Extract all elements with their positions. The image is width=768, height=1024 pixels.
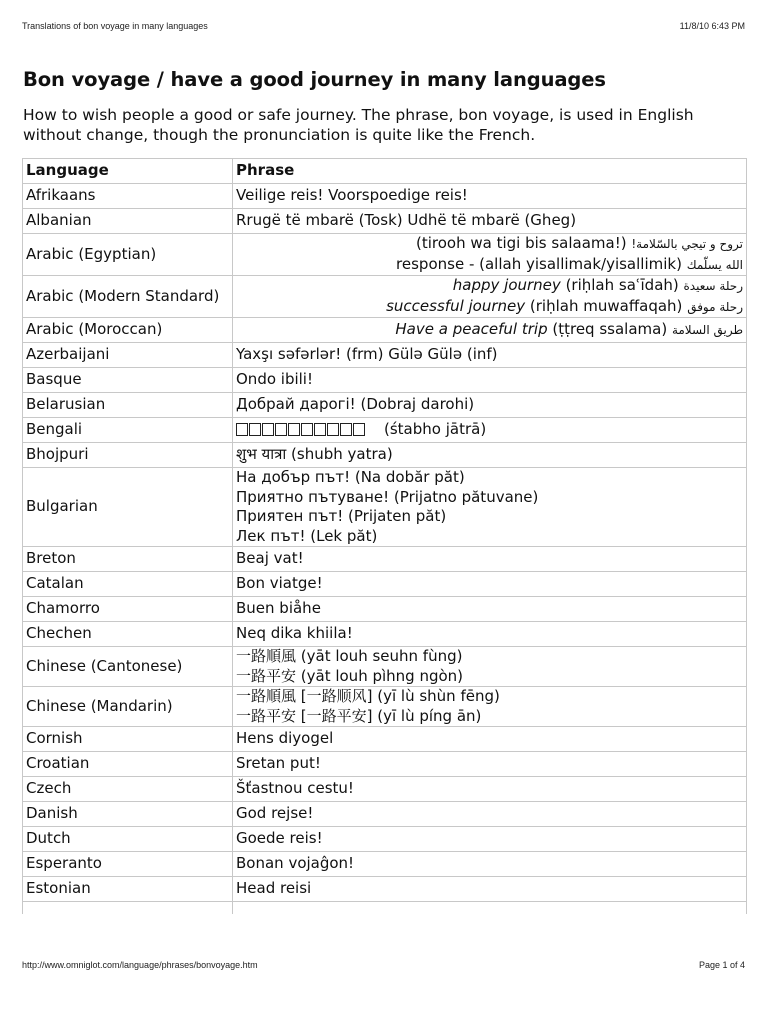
missing-glyph-icon (275, 423, 287, 436)
phrase-cell (233, 827, 747, 852)
missing-glyph-icon (288, 423, 300, 436)
phrase-line: God rejse! (236, 804, 314, 823)
page-header-title: Translations of bon voyage in many languages (22, 21, 208, 31)
page-header-timestamp: 11/8/10 6:43 PM (679, 21, 745, 31)
column-header-phrase: Phrase (233, 159, 747, 184)
phrase-cell (233, 443, 747, 468)
intro-paragraph: How to wish people a good or safe journey. The phrase, bon voyage, is used in English without change, though the pronunciation is quite like the French. (23, 106, 694, 144)
table-row (23, 418, 747, 443)
missing-glyph-icon (327, 423, 339, 436)
phrase-cell (233, 802, 747, 827)
language-cell: Croatian (23, 752, 233, 777)
phrase-line: Buen biåhe (236, 599, 321, 618)
phrase-line: Sretan put! (236, 754, 321, 773)
table-row (23, 597, 747, 622)
phrase-line (236, 255, 743, 276)
phrase-cell (233, 547, 747, 572)
page-title: Bon voyage / have a good journey in many languages (23, 68, 606, 91)
phrase-cell (233, 209, 747, 234)
phrase-transliteration: (śtabho jātrā) (384, 420, 487, 439)
column-header-language: Language (23, 159, 233, 184)
phrase-line (236, 234, 743, 255)
phrase-line: Добрай дарогі! (Dobraj darohi) (236, 395, 475, 414)
language-cell (23, 902, 233, 915)
phrase-line: Bonan vojaĝon! (236, 854, 355, 873)
phrase-line (236, 320, 743, 341)
language-cell: Czech (23, 777, 233, 802)
phrase-cell (233, 393, 747, 418)
language-cell: Esperanto (23, 852, 233, 877)
language-cell: Chamorro (23, 597, 233, 622)
phrase-cell (233, 852, 747, 877)
phrase-cell (233, 777, 747, 802)
phrase-line: 一路順風 (yāt louh seuhn fùng) (236, 647, 463, 665)
table-row (23, 622, 747, 647)
phrase-cell (233, 418, 747, 443)
table-row (23, 343, 747, 368)
language-cell: Bengali (23, 418, 233, 443)
language-cell: Azerbaijani (23, 343, 233, 368)
phrase-line: Head reisi (236, 879, 312, 898)
phrase-cell (233, 622, 747, 647)
phrase-line (236, 297, 743, 318)
language-cell: Basque (23, 368, 233, 393)
phrase-line: Приятен път! (Prijaten păt) (236, 507, 447, 525)
table-row-continued (23, 902, 747, 915)
arabic-script: رحلة سعيدة (683, 279, 743, 293)
language-cell: Breton (23, 547, 233, 572)
english-gloss: happy journey (452, 276, 561, 294)
table-row (23, 727, 747, 752)
language-cell: Afrikaans (23, 184, 233, 209)
phrase-cell (233, 276, 747, 318)
language-cell: Bulgarian (23, 468, 233, 547)
phrase-line: Rrugë të mbarë (Tosk) Udhë të mbarë (Gheg) (236, 211, 577, 230)
phrase-cell (233, 184, 747, 209)
table-row (23, 368, 747, 393)
table-row (23, 393, 747, 418)
language-cell: Chinese (Cantonese) (23, 647, 233, 687)
phrase-line: Hens diyogel (236, 729, 334, 748)
missing-glyph-icon (236, 423, 248, 436)
language-cell: Estonian (23, 877, 233, 902)
table-row (23, 802, 747, 827)
phrase-line: Šťastnou cestu! (236, 779, 354, 798)
language-cell: Chinese (Mandarin) (23, 687, 233, 727)
missing-glyph-icon (314, 423, 326, 436)
table-header-row (23, 159, 747, 184)
phrase-line: Ondo ibili! (236, 370, 313, 389)
phrase-line: Beaj vat! (236, 549, 304, 568)
missing-glyph-icon (249, 423, 261, 436)
phrase-line: Neq dika khiila! (236, 624, 353, 643)
table-row (23, 687, 747, 727)
phrase-cell (233, 752, 747, 777)
phrase-line: Goede reis! (236, 829, 323, 848)
language-cell: Dutch (23, 827, 233, 852)
transliteration: (ṭṭreq ssalama) (547, 319, 672, 338)
page-footer-pagenum: Page 1 of 4 (698, 960, 745, 970)
table-row (23, 209, 747, 234)
language-cell: Danish (23, 802, 233, 827)
missing-glyph-icon (353, 423, 365, 436)
phrase-line: Yaxşı səfərlər! (frm) Gülə Gülə (inf) (236, 345, 498, 364)
phrase-cell (233, 647, 747, 687)
phrase-line: Veilige reis! Voorspoedige reis! (236, 186, 468, 205)
phrase-cell (233, 368, 747, 393)
arabic-script: !تروح و تيجي بالسّلامة (631, 237, 743, 251)
language-cell: Arabic (Egyptian) (23, 234, 233, 276)
arabic-script: رحلة موفق (687, 299, 743, 314)
arabic-script: الله يسلّمك (686, 257, 743, 272)
phrases-table (22, 158, 747, 914)
table-row (23, 318, 747, 343)
table-row (23, 443, 747, 468)
table-row (23, 777, 747, 802)
transliteration: response - (allah yisallimak/yisallimik) (396, 254, 687, 273)
language-cell: Belarusian (23, 393, 233, 418)
transliteration: (riḥlah muwaffaqah) (525, 296, 688, 315)
phrase-line: 一路平安 [一路平安] (yī lù píng ān) (236, 706, 482, 725)
transliteration: (tirooh wa tigi bis salaama!) (415, 234, 632, 252)
language-cell: Bhojpuri (23, 443, 233, 468)
phrase-line: На добър път! (Na dobăr păt) (236, 468, 465, 486)
table-row (23, 827, 747, 852)
phrase-line: Лек път! (Lek păt) (236, 526, 378, 545)
language-cell: Arabic (Modern Standard) (23, 276, 233, 318)
phrase-line: Bon viatge! (236, 574, 323, 593)
phrase-line: शुभ यात्रा (shubh yatra) (236, 445, 393, 464)
missing-glyph-icon (301, 423, 313, 436)
language-cell: Chechen (23, 622, 233, 647)
page-footer-url: http://www.omniglot.com/language/phrases/bonvoyage.htm (22, 960, 258, 970)
table-row (23, 752, 747, 777)
phrase-line: 一路平安 (yāt louh pìhng ngòn) (236, 666, 464, 685)
table-row (23, 276, 747, 318)
language-cell: Cornish (23, 727, 233, 752)
phrase-cell (233, 572, 747, 597)
phrase-cell (233, 687, 747, 727)
phrase-cell (233, 318, 747, 343)
language-cell: Arabic (Moroccan) (23, 318, 233, 343)
table-row (23, 852, 747, 877)
phrase-cell (233, 343, 747, 368)
arabic-script: طريق السلامة (671, 322, 743, 337)
phrase-line (236, 276, 743, 297)
language-cell: Catalan (23, 572, 233, 597)
missing-glyph-icon (262, 423, 274, 436)
phrase-line (236, 420, 743, 440)
phrase-cell (233, 597, 747, 622)
table-row (23, 184, 747, 209)
phrase-cell (233, 727, 747, 752)
phrase-cell (233, 234, 747, 276)
english-gloss: successful journey (386, 296, 526, 315)
phrase-cell (233, 468, 747, 547)
table-row (23, 572, 747, 597)
phrase-line: 一路順風 [一路顺风] (yī lù shùn fēng) (236, 687, 500, 705)
language-cell: Albanian (23, 209, 233, 234)
phrase-cell (233, 902, 747, 915)
table-row (23, 547, 747, 572)
table-row (23, 877, 747, 902)
table-row (23, 468, 747, 547)
table-row (23, 647, 747, 687)
missing-glyph-icon (340, 423, 352, 436)
english-gloss: Have a peaceful trip (395, 319, 548, 338)
table-row (23, 234, 747, 276)
transliteration: (riḥlah saʿīdah) (560, 276, 684, 294)
phrase-line: Приятно пътуване! (Prijatno pătuvane) (236, 487, 539, 506)
phrase-cell (233, 877, 747, 902)
